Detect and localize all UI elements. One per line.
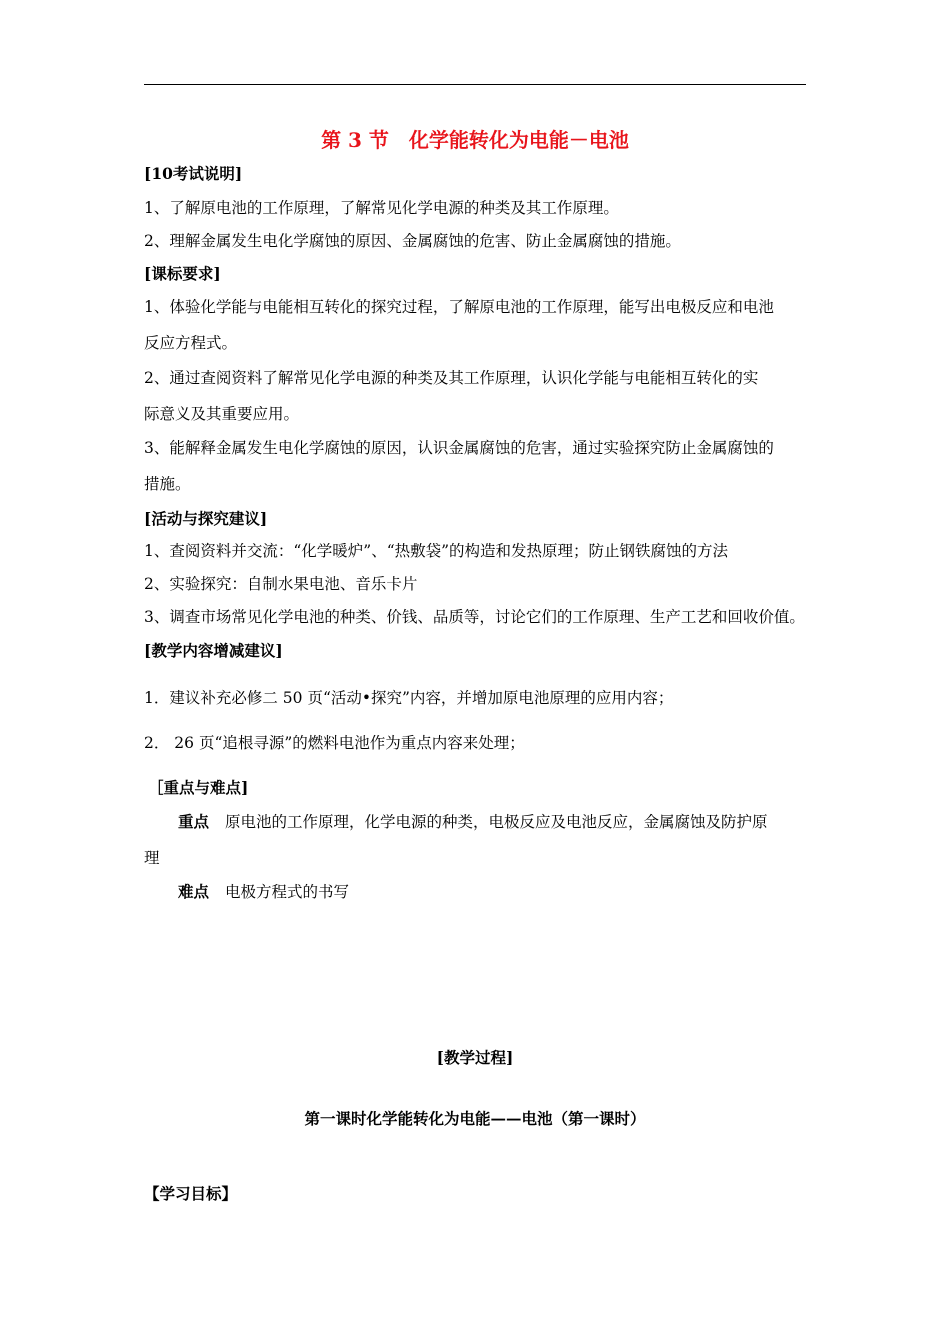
activity-item-2: 2、实验探究：自制水果电池、音乐卡片 — [144, 575, 418, 593]
content-item-1: 1．建议补充必修二 50 页“活动•探究”内容，并增加原电池原理的应用内容； — [144, 689, 674, 707]
header-rule — [144, 84, 806, 85]
standard-line-1: 1、体验化学能与电能相互转化的探究过程，了解原电池的工作原理，能写出电极反应和电池 — [144, 298, 774, 316]
standard-line-4: 际意义及其重要应用。 — [144, 405, 300, 423]
key-point-continuation: 理 — [144, 849, 160, 867]
lesson-title: 第一课时化学能转化为电能——电池（第一课时） — [304, 1109, 646, 1128]
activity-item-1: 1、查阅资料并交流：“化学暖炉”、“热敷袋”的构造和发热原理；防止钢铁腐蚀的方法 — [144, 542, 729, 560]
activity-item-3: 3、调查市场常见化学电池的种类、价钱、品质等，讨论它们的工作原理、生产工艺和回收价值。 — [144, 608, 805, 626]
key-point-text: 原电池的工作原理，化学电源的种类，电极反应及电池反应，金属腐蚀及防护原 — [225, 813, 768, 831]
standard-line-6: 措施。 — [144, 475, 191, 493]
content-item-2: 2． 26 页“追根寻源”的燃料电池作为重点内容来处理； — [144, 734, 525, 752]
difficulty-text: 电极方程式的书写 — [225, 883, 350, 901]
standard-line-5: 3、能解释金属发生电化学腐蚀的原因，认识金属腐蚀的危害，通过实验探究防止金属腐蚀的 — [144, 439, 774, 457]
exam-item-1: 1、了解原电池的工作原理，了解常见化学电源的种类及其工作原理。 — [144, 199, 619, 217]
key-heading: ［重点与难点] — [148, 778, 249, 797]
exam-item-2: 2、理解金属发生电化学腐蚀的原因、金属腐蚀的危害、防止金属腐蚀的措施。 — [144, 232, 681, 250]
standard-line-3: 2、通过查阅资料了解常见化学电源的种类及其工作原理，认识化学能与电能相互转化的实 — [144, 369, 759, 387]
standard-heading: [课标要求] — [144, 264, 221, 283]
difficulty-label: 难点 — [178, 882, 210, 901]
difficulty-row — [178, 882, 349, 902]
standard-line-2: 反应方程式。 — [144, 334, 238, 352]
content-heading: [教学内容增减建议] — [144, 641, 283, 660]
page-title: 第 3 节 化学能转化为电能－电池 — [321, 128, 629, 152]
objective-heading: 【学习目标】 — [144, 1184, 238, 1203]
exam-heading: [10考试说明] — [144, 164, 243, 183]
process-heading: [教学过程] — [436, 1048, 514, 1067]
activity-heading: [活动与探究建议] — [144, 509, 268, 528]
key-point-label: 重点 — [178, 812, 210, 831]
key-point-row — [178, 812, 768, 832]
